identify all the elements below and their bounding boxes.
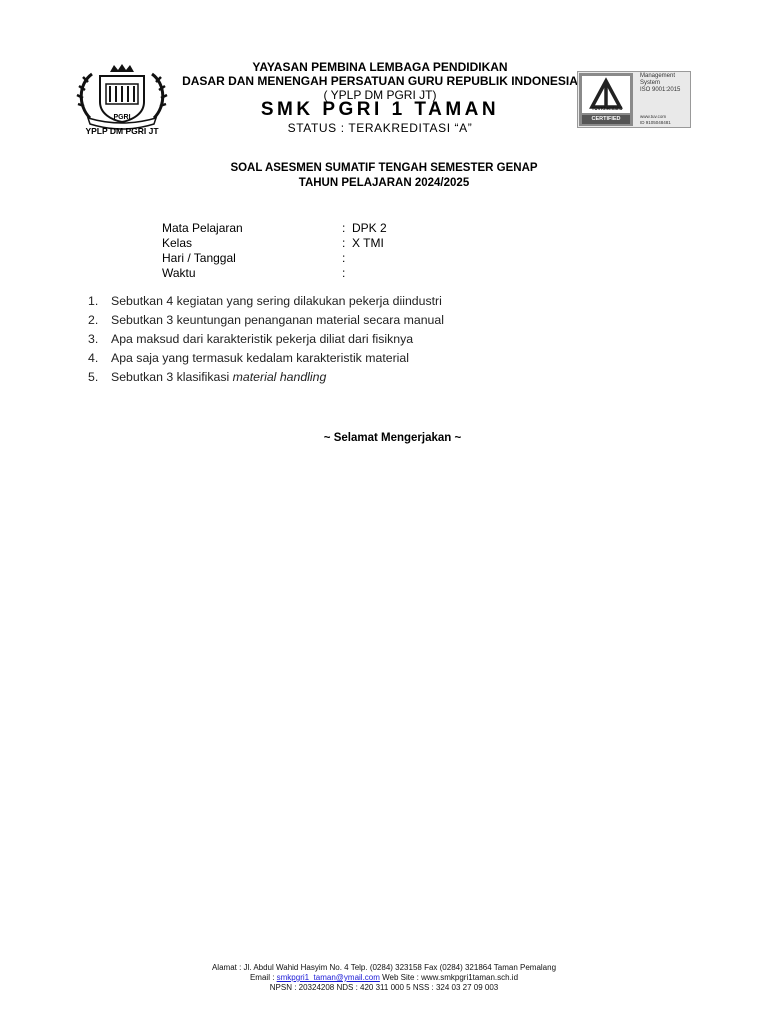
footer-email-label: Email : <box>249 973 277 982</box>
foundation-abbreviation: ( YPLP DM PGRI JT) <box>323 88 437 102</box>
info-value: X TMI <box>352 236 384 250</box>
info-label: Kelas <box>162 236 193 250</box>
cert-url: www.tuv.com <box>640 114 667 119</box>
question-text: Sebutkan 3 keuntungan penanganan material secara manual <box>111 313 444 327</box>
question-number: 1. <box>88 294 99 308</box>
question-text-italic: material handling <box>232 370 327 384</box>
question-item <box>88 313 444 327</box>
info-colon: : <box>342 236 346 250</box>
cert-line1: Management <box>640 73 676 79</box>
closing-message: ~ Selamat Mengerjakan ~ <box>323 432 462 444</box>
question-number: 2. <box>88 313 99 327</box>
question-text: Apa saja yang termasuk kedalam karakteristik material <box>111 351 409 365</box>
cert-line3: ISO 9001:2015 <box>640 87 681 93</box>
cert-line2: System <box>640 80 661 86</box>
info-colon: : <box>342 221 346 235</box>
school-name: SMK PGRI 1 TAMAN <box>260 99 500 120</box>
iso-certificate-badge <box>577 71 691 128</box>
accreditation-status: STATUS : TERAKREDITASI “A” <box>287 121 473 135</box>
question-number: 3. <box>88 332 99 346</box>
question-number: 5. <box>88 370 99 384</box>
logo-text: PGRI <box>113 114 131 121</box>
logo-caption: YPLP DM PGRI JT <box>85 126 159 136</box>
info-label: Waktu <box>162 266 196 280</box>
exam-academic-year: TAHUN PELAJARAN 2024/2025 <box>298 177 470 189</box>
footer-contact <box>150 973 618 982</box>
question-text: Sebutkan 4 kegiatan yang sering dilakukan pekerja diindustri <box>111 294 442 308</box>
footer-website: Web Site : www.smkpgri1taman.sch.id <box>379 973 519 982</box>
question-item <box>88 332 413 346</box>
question-text: Apa maksud dari karakteristik pekerja diliat dari fisiknya <box>111 332 414 346</box>
foundation-name-line2: DASAR DAN MENENGAH PERSATUAN GURU REPUBLIK INDONESIA <box>182 74 578 88</box>
info-colon: : <box>342 251 346 265</box>
info-colon: : <box>342 266 346 280</box>
yplp-pgri-logo <box>70 62 174 138</box>
footer-address: Alamat : Jl. Abdul Wahid Hasyim No. 4 Telp. (0284) 323158 Fax (0284) 321864 Taman Pemalang <box>211 963 557 972</box>
question-number: 4. <box>88 351 99 365</box>
question-item <box>88 351 409 365</box>
question-item <box>88 370 326 384</box>
foundation-name-line1: YAYASAN PEMBINA LEMBAGA PENDIDIKAN <box>252 60 508 74</box>
question-text: Sebutkan 3 klasifikasi <box>111 370 233 384</box>
info-value: DPK 2 <box>352 221 387 235</box>
footer-npsn: NPSN : 20324208 NDS : 420 311 000 5 NSS : 324 03 27 09 003 <box>269 983 499 992</box>
question-item <box>88 294 442 308</box>
footer-email-link[interactable]: smkpgri1_taman@ymail.com <box>276 973 380 982</box>
info-label: Hari / Tanggal <box>162 251 236 265</box>
cert-id: ID 9105048481 <box>640 119 671 125</box>
tuv-brand: TÜVRheinland <box>591 106 623 111</box>
certified-label: CERTIFIED <box>591 116 621 122</box>
exam-title: SOAL ASESMEN SUMATIF TENGAH SEMESTER GENAP <box>230 162 538 174</box>
info-label: Mata Pelajaran <box>162 221 243 235</box>
